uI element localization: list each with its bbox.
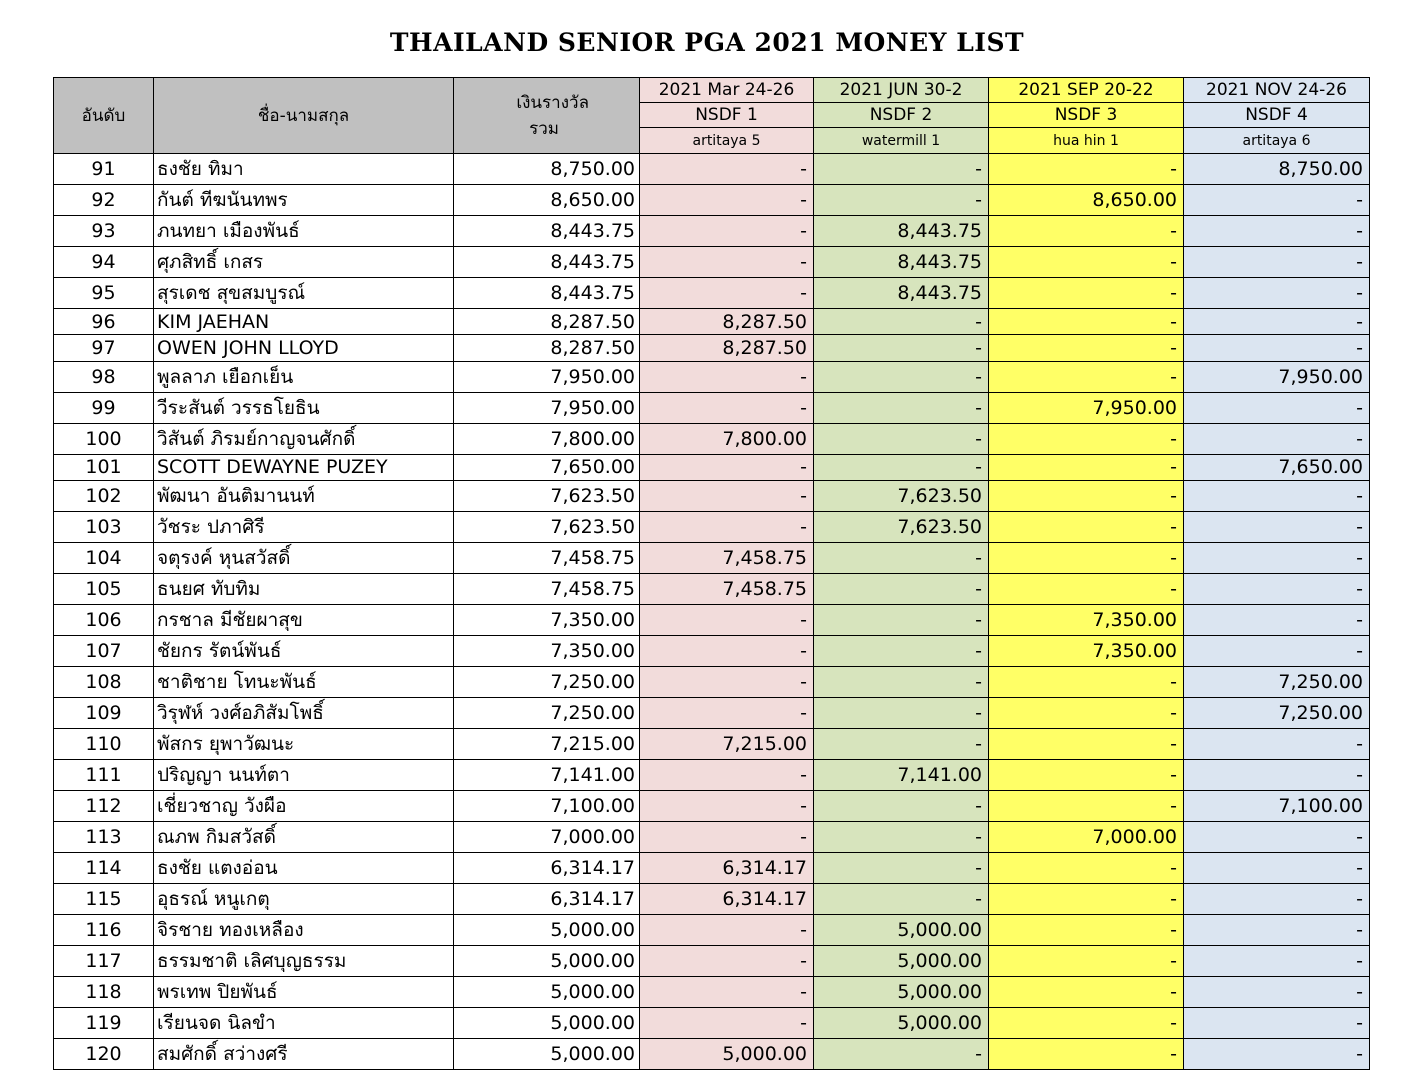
- money-list-table: [53, 77, 1370, 1070]
- event-3-prize-cell: -: [989, 698, 1184, 729]
- event-4-prize-cell: -: [1184, 392, 1370, 423]
- table-row: [54, 309, 1370, 335]
- event-1-prize-cell: 7,458.75: [640, 543, 814, 574]
- event-4-prize-cell: -: [1184, 605, 1370, 636]
- total-prize-cell: 7,800.00: [454, 423, 640, 454]
- event-4-prize-cell: -: [1184, 247, 1370, 278]
- event-1-prize-cell: -: [640, 605, 814, 636]
- rank-cell: 101: [54, 454, 154, 480]
- event-2-prize-cell: 7,623.50: [814, 512, 989, 543]
- event-2-prize-cell: -: [814, 454, 989, 480]
- prize-header-line1: เงินรางวัล: [516, 92, 589, 113]
- event-2-prize-cell: -: [814, 791, 989, 822]
- total-prize-cell: 8,443.75: [454, 278, 640, 309]
- event-3-prize-cell: -: [989, 335, 1184, 361]
- event-2-prize-cell: -: [814, 361, 989, 392]
- rank-cell: 98: [54, 361, 154, 392]
- event-4-prize-cell: 7,100.00: [1184, 791, 1370, 822]
- event-3-prize-cell: -: [989, 884, 1184, 915]
- player-name-cell: วิรุฬห์ วงศ์อภิสัมโพธิ์: [154, 698, 454, 729]
- total-prize-cell: 8,650.00: [454, 185, 640, 216]
- table-row: [54, 247, 1370, 278]
- rank-cell: 114: [54, 853, 154, 884]
- table-row: [54, 977, 1370, 1008]
- player-name-cell: ธงชัย ทิมา: [154, 154, 454, 185]
- event-3-prize-cell: -: [989, 946, 1184, 977]
- event-2-prize-cell: -: [814, 335, 989, 361]
- rank-cell: 91: [54, 154, 154, 185]
- event-3-prize-cell: -: [989, 512, 1184, 543]
- event-2-prize-cell: 5,000.00: [814, 915, 989, 946]
- event-1-prize-cell: -: [640, 512, 814, 543]
- event-3-prize-cell: 8,650.00: [989, 185, 1184, 216]
- event-4-prize-cell: 7,950.00: [1184, 361, 1370, 392]
- rank-header: อันดับ: [54, 78, 154, 154]
- player-name-cell: เชี่ยวชาญ วังผือ: [154, 791, 454, 822]
- event-3-prize-cell: -: [989, 791, 1184, 822]
- rank-cell: 95: [54, 278, 154, 309]
- table-row: [54, 423, 1370, 454]
- event-1-prize-cell: 8,287.50: [640, 309, 814, 335]
- event-1-prize-cell: -: [640, 636, 814, 667]
- player-name-cell: ชาติชาย โทนะพันธ์: [154, 667, 454, 698]
- rank-cell: 120: [54, 1039, 154, 1070]
- table-row: [54, 667, 1370, 698]
- event-1-prize-cell: -: [640, 361, 814, 392]
- event-2-code: NSDF 2: [814, 103, 989, 128]
- table-row: [54, 574, 1370, 605]
- table-row: [54, 278, 1370, 309]
- event-1-prize-cell: 7,458.75: [640, 574, 814, 605]
- table-row: [54, 915, 1370, 946]
- rank-cell: 102: [54, 481, 154, 512]
- event-1-code: NSDF 1: [640, 103, 814, 128]
- event-4-venue: artitaya 6: [1184, 128, 1370, 154]
- total-prize-cell: 8,443.75: [454, 216, 640, 247]
- event-2-prize-cell: -: [814, 884, 989, 915]
- rank-cell: 100: [54, 423, 154, 454]
- event-3-venue: hua hin 1: [989, 128, 1184, 154]
- table-row: [54, 791, 1370, 822]
- table-row: [54, 853, 1370, 884]
- player-name-cell: สุรเดช สุขสมบูรณ์: [154, 278, 454, 309]
- event-4-prize-cell: -: [1184, 335, 1370, 361]
- event-2-prize-cell: -: [814, 605, 989, 636]
- total-prize-cell: 7,350.00: [454, 605, 640, 636]
- table-row: [54, 760, 1370, 791]
- event-1-prize-cell: -: [640, 392, 814, 423]
- event-3-prize-cell: -: [989, 481, 1184, 512]
- total-prize-cell: 7,458.75: [454, 543, 640, 574]
- event-2-prize-cell: -: [814, 822, 989, 853]
- event-3-prize-cell: -: [989, 760, 1184, 791]
- event-1-prize-cell: -: [640, 481, 814, 512]
- event-3-prize-cell: -: [989, 977, 1184, 1008]
- event-4-prize-cell: -: [1184, 729, 1370, 760]
- event-2-prize-cell: 8,443.75: [814, 247, 989, 278]
- table-row: [54, 481, 1370, 512]
- event-3-prize-cell: -: [989, 154, 1184, 185]
- player-name-cell: กรชาล มีชัยผาสุข: [154, 605, 454, 636]
- rank-cell: 109: [54, 698, 154, 729]
- event-3-prize-cell: 7,350.00: [989, 605, 1184, 636]
- event-4-prize-cell: -: [1184, 1039, 1370, 1070]
- total-prize-cell: 7,950.00: [454, 392, 640, 423]
- table-row: [54, 335, 1370, 361]
- event-3-prize-cell: -: [989, 309, 1184, 335]
- event-1-prize-cell: -: [640, 247, 814, 278]
- player-name-cell: พรเทพ ปิยพันธ์: [154, 977, 454, 1008]
- table-row: [54, 946, 1370, 977]
- event-2-prize-cell: -: [814, 423, 989, 454]
- player-name-cell: วีระสันต์ วรรธโยธิน: [154, 392, 454, 423]
- event-4-prize-cell: -: [1184, 309, 1370, 335]
- player-name-cell: กันต์ ทีฆนันทพร: [154, 185, 454, 216]
- event-1-prize-cell: 8,287.50: [640, 335, 814, 361]
- total-prize-cell: 8,750.00: [454, 154, 640, 185]
- table-row: [54, 636, 1370, 667]
- rank-cell: 107: [54, 636, 154, 667]
- total-prize-cell: 5,000.00: [454, 946, 640, 977]
- event-3-prize-cell: -: [989, 216, 1184, 247]
- event-3-code: NSDF 3: [989, 103, 1184, 128]
- event-2-prize-cell: -: [814, 574, 989, 605]
- player-name-cell: ณภพ กิมสวัสดิ์: [154, 822, 454, 853]
- event-4-prize-cell: 7,250.00: [1184, 698, 1370, 729]
- event-4-prize-cell: -: [1184, 423, 1370, 454]
- event-2-prize-cell: 8,443.75: [814, 216, 989, 247]
- event-1-prize-cell: 5,000.00: [640, 1039, 814, 1070]
- rank-cell: 108: [54, 667, 154, 698]
- event-2-prize-cell: -: [814, 667, 989, 698]
- table-row: [54, 154, 1370, 185]
- event-4-prize-cell: -: [1184, 185, 1370, 216]
- event-2-prize-cell: -: [814, 698, 989, 729]
- total-prize-cell: 7,623.50: [454, 481, 640, 512]
- total-prize-cell: 7,250.00: [454, 667, 640, 698]
- player-name-cell: ชัยกร รัตน์พันธ์: [154, 636, 454, 667]
- event-3-prize-cell: -: [989, 247, 1184, 278]
- total-prize-cell: 5,000.00: [454, 1039, 640, 1070]
- total-prize-cell: 7,141.00: [454, 760, 640, 791]
- table-row: [54, 605, 1370, 636]
- event-1-prize-cell: -: [640, 667, 814, 698]
- player-name-cell: เรียนจด นิลขำ: [154, 1008, 454, 1039]
- prize-header: [454, 78, 640, 154]
- rank-cell: 116: [54, 915, 154, 946]
- total-prize-cell: 7,215.00: [454, 729, 640, 760]
- player-name-cell: OWEN JOHN LLOYD: [154, 335, 454, 361]
- total-prize-cell: 8,287.50: [454, 335, 640, 361]
- event-3-prize-cell: -: [989, 915, 1184, 946]
- event-1-prize-cell: -: [640, 1008, 814, 1039]
- event-2-prize-cell: -: [814, 853, 989, 884]
- rank-cell: 93: [54, 216, 154, 247]
- event-1-prize-cell: 7,800.00: [640, 423, 814, 454]
- event-1-prize-cell: -: [640, 946, 814, 977]
- player-name-cell: พัสกร ยุพาวัฒนะ: [154, 729, 454, 760]
- event-2-prize-cell: 5,000.00: [814, 977, 989, 1008]
- total-prize-cell: 7,350.00: [454, 636, 640, 667]
- event-3-prize-cell: 7,350.00: [989, 636, 1184, 667]
- total-prize-cell: 7,458.75: [454, 574, 640, 605]
- rank-cell: 94: [54, 247, 154, 278]
- total-prize-cell: 6,314.17: [454, 884, 640, 915]
- rank-cell: 106: [54, 605, 154, 636]
- total-prize-cell: 6,314.17: [454, 853, 640, 884]
- event-3-prize-cell: -: [989, 574, 1184, 605]
- event-2-prize-cell: -: [814, 185, 989, 216]
- prize-header-line2: รวม: [529, 118, 559, 139]
- player-name-cell: KIM JAEHAN: [154, 309, 454, 335]
- rank-cell: 103: [54, 512, 154, 543]
- player-name-cell: จิรชาย ทองเหลือง: [154, 915, 454, 946]
- event-3-prize-cell: -: [989, 667, 1184, 698]
- table-row: [54, 822, 1370, 853]
- total-prize-cell: 5,000.00: [454, 915, 640, 946]
- player-name-cell: ปริญญา นนท์ตา: [154, 760, 454, 791]
- total-prize-cell: 8,443.75: [454, 247, 640, 278]
- rank-cell: 115: [54, 884, 154, 915]
- player-name-cell: สมศักดิ์ สว่างศรี: [154, 1039, 454, 1070]
- total-prize-cell: 7,250.00: [454, 698, 640, 729]
- rank-cell: 104: [54, 543, 154, 574]
- event-2-venue: watermill 1: [814, 128, 989, 154]
- player-name-cell: ธนยศ ทับทิม: [154, 574, 454, 605]
- rank-cell: 118: [54, 977, 154, 1008]
- event-1-prize-cell: -: [640, 278, 814, 309]
- event-2-prize-cell: -: [814, 154, 989, 185]
- player-name-cell: ภนทยา เมืองพันธ์: [154, 216, 454, 247]
- player-name-cell: อุธรณ์ หนูเกตุ: [154, 884, 454, 915]
- event-2-prize-cell: 7,141.00: [814, 760, 989, 791]
- event-1-prize-cell: -: [640, 185, 814, 216]
- event-2-prize-cell: -: [814, 309, 989, 335]
- event-2-prize-cell: -: [814, 543, 989, 574]
- event-2-prize-cell: -: [814, 1039, 989, 1070]
- event-4-prize-cell: -: [1184, 822, 1370, 853]
- event-1-prize-cell: -: [640, 454, 814, 480]
- page-title: THAILAND SENIOR PGA 2021 MONEY LIST: [389, 28, 1025, 57]
- total-prize-cell: 7,623.50: [454, 512, 640, 543]
- event-4-prize-cell: -: [1184, 915, 1370, 946]
- event-3-prize-cell: 7,950.00: [989, 392, 1184, 423]
- rank-cell: 99: [54, 392, 154, 423]
- rank-cell: 92: [54, 185, 154, 216]
- event-2-prize-cell: -: [814, 729, 989, 760]
- table-row: [54, 361, 1370, 392]
- event-3-prize-cell: -: [989, 1039, 1184, 1070]
- player-name-cell: พัฒนา อันติมานนท์: [154, 481, 454, 512]
- event-4-prize-cell: -: [1184, 574, 1370, 605]
- event-2-prize-cell: 5,000.00: [814, 946, 989, 977]
- rank-cell: 119: [54, 1008, 154, 1039]
- event-1-prize-cell: 6,314.17: [640, 884, 814, 915]
- event-4-prize-cell: -: [1184, 636, 1370, 667]
- event-4-prize-cell: -: [1184, 543, 1370, 574]
- event-3-prize-cell: -: [989, 278, 1184, 309]
- event-2-prize-cell: 8,443.75: [814, 278, 989, 309]
- event-2-prize-cell: -: [814, 392, 989, 423]
- total-prize-cell: 5,000.00: [454, 977, 640, 1008]
- table-row: [54, 543, 1370, 574]
- event-4-prize-cell: -: [1184, 884, 1370, 915]
- rank-cell: 96: [54, 309, 154, 335]
- total-prize-cell: 7,000.00: [454, 822, 640, 853]
- rank-cell: 113: [54, 822, 154, 853]
- player-name-cell: ศุภสิทธิ์ เกสร: [154, 247, 454, 278]
- player-name-cell: ธงชัย แตงอ่อน: [154, 853, 454, 884]
- event-1-venue: artitaya 5: [640, 128, 814, 154]
- table-row: [54, 729, 1370, 760]
- event-4-code: NSDF 4: [1184, 103, 1370, 128]
- event-1-prize-cell: -: [640, 977, 814, 1008]
- rank-cell: 97: [54, 335, 154, 361]
- table-row: [54, 454, 1370, 480]
- player-name-cell: วัชระ ปภาศิรี: [154, 512, 454, 543]
- event-4-date: 2021 NOV 24-26: [1184, 78, 1370, 103]
- total-prize-cell: 7,650.00: [454, 454, 640, 480]
- event-2-date: 2021 JUN 30-2: [814, 78, 989, 103]
- table-row: [54, 1008, 1370, 1039]
- event-3-prize-cell: -: [989, 853, 1184, 884]
- event-4-prize-cell: -: [1184, 512, 1370, 543]
- table-row: [54, 884, 1370, 915]
- total-prize-cell: 8,287.50: [454, 309, 640, 335]
- event-3-prize-cell: -: [989, 543, 1184, 574]
- event-4-prize-cell: -: [1184, 278, 1370, 309]
- event-4-prize-cell: -: [1184, 853, 1370, 884]
- event-2-prize-cell: -: [814, 636, 989, 667]
- rank-cell: 110: [54, 729, 154, 760]
- event-3-date: 2021 SEP 20-22: [989, 78, 1184, 103]
- table-row: [54, 216, 1370, 247]
- event-1-prize-cell: -: [640, 822, 814, 853]
- event-3-prize-cell: -: [989, 423, 1184, 454]
- event-1-prize-cell: -: [640, 216, 814, 247]
- event-4-prize-cell: 8,750.00: [1184, 154, 1370, 185]
- event-3-prize-cell: -: [989, 454, 1184, 480]
- player-name-cell: จตุรงค์ หุนสวัสดิ์: [154, 543, 454, 574]
- player-name-cell: SCOTT DEWAYNE PUZEY: [154, 454, 454, 480]
- player-name-cell: วิสันต์ ภิรมย์กาญจนศักดิ์: [154, 423, 454, 454]
- event-4-prize-cell: -: [1184, 760, 1370, 791]
- rank-cell: 112: [54, 791, 154, 822]
- event-3-prize-cell: -: [989, 729, 1184, 760]
- event-1-prize-cell: -: [640, 154, 814, 185]
- event-4-prize-cell: -: [1184, 216, 1370, 247]
- event-4-prize-cell: 7,650.00: [1184, 454, 1370, 480]
- table-row: [54, 512, 1370, 543]
- event-4-prize-cell: -: [1184, 946, 1370, 977]
- event-2-prize-cell: 7,623.50: [814, 481, 989, 512]
- event-1-date: 2021 Mar 24-26: [640, 78, 814, 103]
- event-1-prize-cell: 7,215.00: [640, 729, 814, 760]
- event-4-prize-cell: 7,250.00: [1184, 667, 1370, 698]
- event-3-prize-cell: -: [989, 1008, 1184, 1039]
- total-prize-cell: 7,950.00: [454, 361, 640, 392]
- player-name-cell: พูลลาภ เยือกเย็น: [154, 361, 454, 392]
- rank-cell: 117: [54, 946, 154, 977]
- total-prize-cell: 5,000.00: [454, 1008, 640, 1039]
- event-1-prize-cell: -: [640, 791, 814, 822]
- event-1-prize-cell: -: [640, 915, 814, 946]
- event-3-prize-cell: 7,000.00: [989, 822, 1184, 853]
- table-row: [54, 698, 1370, 729]
- total-prize-cell: 7,100.00: [454, 791, 640, 822]
- event-4-prize-cell: -: [1184, 977, 1370, 1008]
- table-row: [54, 185, 1370, 216]
- rank-cell: 105: [54, 574, 154, 605]
- rank-cell: 111: [54, 760, 154, 791]
- event-2-prize-cell: 5,000.00: [814, 1008, 989, 1039]
- event-4-prize-cell: -: [1184, 481, 1370, 512]
- event-1-prize-cell: 6,314.17: [640, 853, 814, 884]
- event-4-prize-cell: -: [1184, 1008, 1370, 1039]
- money-list-body: [54, 154, 1370, 1070]
- table-row: [54, 1039, 1370, 1070]
- event-1-prize-cell: -: [640, 698, 814, 729]
- table-row: [54, 392, 1370, 423]
- player-name-cell: ธรรมชาติ เลิศบุญธรรม: [154, 946, 454, 977]
- name-header: ชื่อ-นามสกุล: [154, 78, 454, 154]
- event-3-prize-cell: -: [989, 361, 1184, 392]
- event-1-prize-cell: -: [640, 760, 814, 791]
